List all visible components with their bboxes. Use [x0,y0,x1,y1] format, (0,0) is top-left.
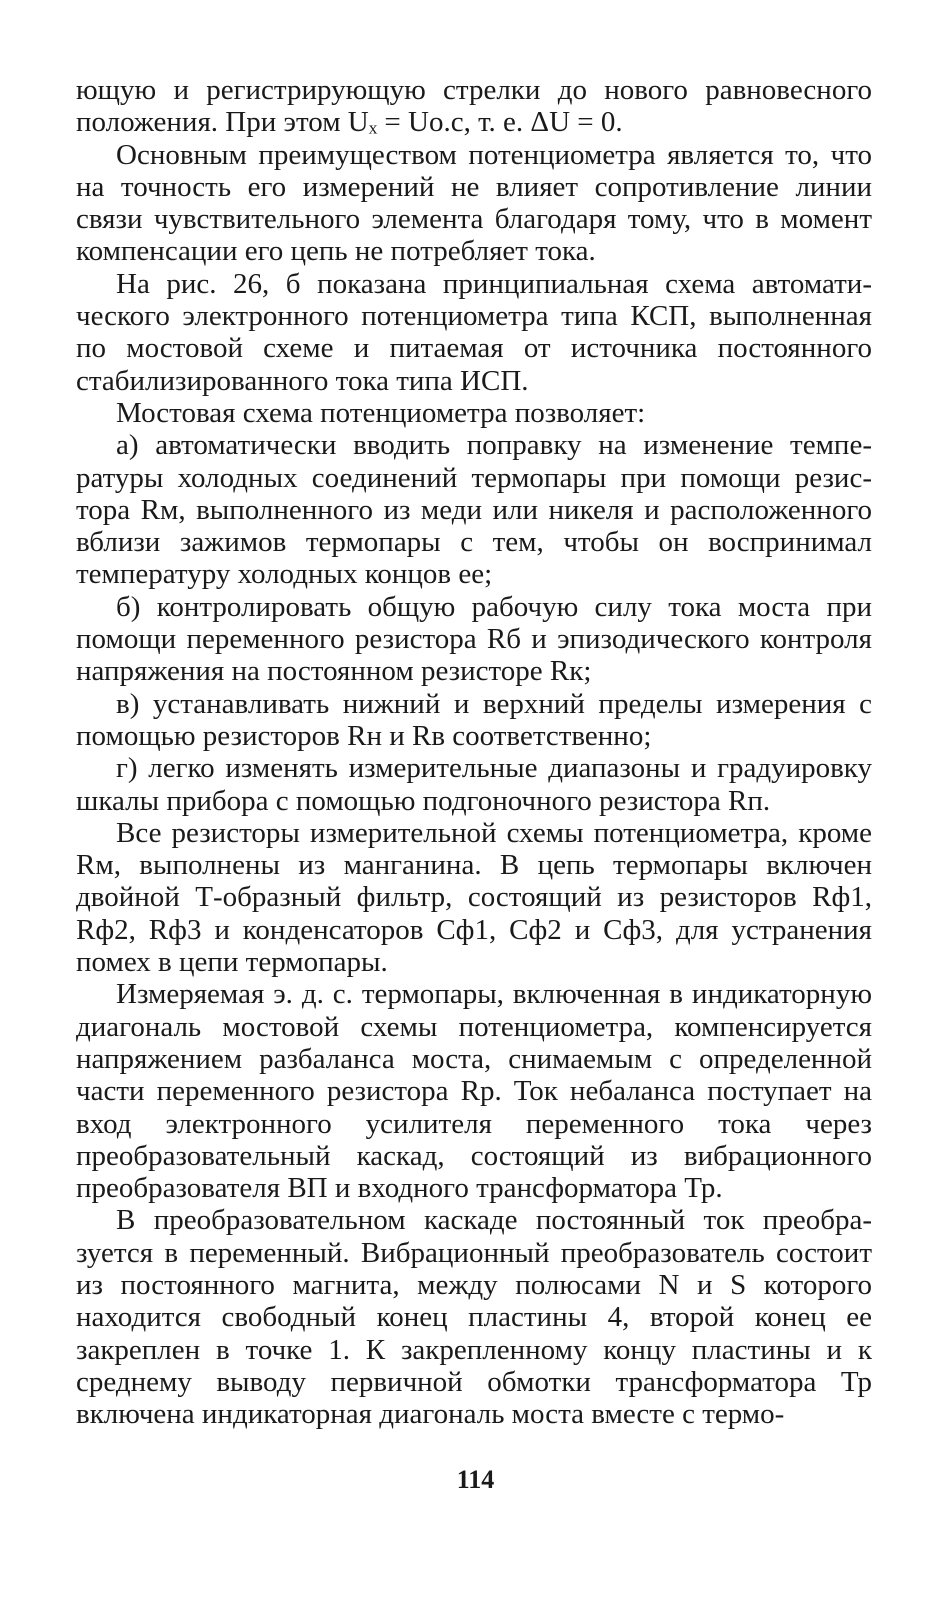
paragraph: Мостовая схема потенциометра позволяет: [116,396,646,429]
list-item-b: б) контролировать общую рабочую силу тока моста при помощи переменного резистора Rб и эпизодического контроля напряжения на постоянном резисторе Rк; [76,590,872,688]
list-item-a: а) автоматически вводить поправку на изменение температуры холодных соединений термопары при помощи резистора Rм, выполненного из меди или никеля и расположенного вблизи зажимов термопары с тем, чтобы он воспринимал температуру холодных концов ее; [76,429,872,591]
list-item-g: г) легко изменять измерительные диапазоны и градуировку шкалы прибора с помощью подгоночного резистора Rп. [76,752,872,817]
page-number: 114 [456,1465,495,1494]
paragraph: Все резисторы измерительной схемы потенциометра, кроме Rм, выполнены из манганина. В цепь термопары включен двойной Т-образный фильтр, состоящий из резисторов Rф1, Rф2, Rф3 и конденсаторов Сф1, Сф2 и Сф3, для устранения помех в цепи термопары. [76,816,872,979]
paragraph: На рис. 26, б показана принципиальная схема автоматического электронного потенциометра типа КСП, выполненная по мостовой схеме и питаемая от источника постоянного стабилизированного тока типа ИСП. [76,267,872,397]
text-body [76,74,872,1430]
paragraph: Основным преимуществом потенциометра является то, что на точность его измерений не влияет сопротивление линии связи чувствительного элемента благодаря тому, что в момент компенсации его цепь не потребляет тока. [76,138,872,268]
paragraph: В преобразовательном каскаде постоянный ток преобразуется в переменный. Вибрационный преобразователь состоит из постоянного магнита, между полюсами N и S которого находится свободный конец пластины 4, второй конец ее закреплен в точке 1. К закрепленному концу пластины и к среднему выводу первичной обмотки трансформатора Тр включена индикаторная диагональ моста вместе с термо- [76,1204,872,1431]
paragraph-continuation: ющую и регистрирующую стрелки до нового равновесного положения. При этом Uₓ = Uо.с, т. е. ΔU = 0. [76,74,872,139]
page-content [76,74,872,1430]
list-item-v: в) устанавливать нижний и верхний пределы измерения с помощью резисторов Rн и Rв соответственно; [76,687,872,752]
paragraph: Измеряемая э. д. с. термопары, включенная в индикаторную диагональ мостовой схемы потенциометра, компенсируется напряжением разбаланса моста, снимаемым с определенной части переменного резистора Rр. Ток небаланса поступает на вход электронного усилителя переменного тока через преобразовательный каскад, состоящий из вибрационного преобразователя ВП и входного трансформатора Тр. [76,978,872,1205]
